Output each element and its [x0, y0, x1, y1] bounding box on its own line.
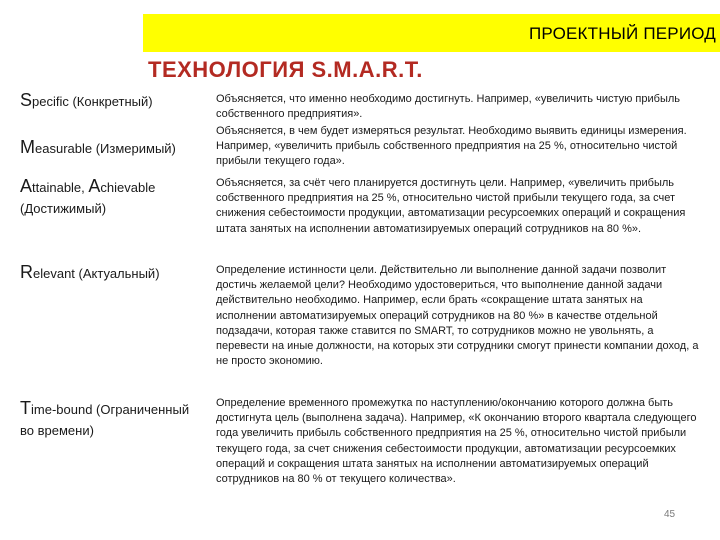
term-rest-2: chievable [100, 180, 156, 195]
term-attainable [20, 177, 155, 218]
banner-title: ПРОЕКТНЫЙ ПЕРИОД [529, 24, 716, 43]
term-specific [20, 91, 153, 111]
term-letter: T [20, 398, 31, 418]
term-measurable [20, 138, 176, 158]
page-title: ТЕХНОЛОГИЯ S.M.A.R.T. [148, 57, 423, 82]
term-letter-2: A [88, 176, 101, 196]
term-letter: R [20, 262, 33, 282]
term-rest: pecific (Конкретный) [32, 94, 153, 109]
term-rest: ime-bound (Ограниченный [31, 402, 190, 417]
term-time-bound [20, 399, 189, 440]
term-subtitle: во времени) [20, 423, 94, 438]
description-specific: Объясняется, что именно необходимо достигнуть. Например, «увеличить чистую прибыль собственного предприятия». [216, 93, 681, 121]
page-number: 45 [664, 509, 676, 520]
term-letter: S [20, 90, 33, 110]
description-relevant: Определение истинности цели. Действительно ли выполнение данной задачи позволит достичь желаемой цели? Необходимо удостовериться, что выполнение данной задачи действительно необходимо. Например, если брать «сокращение штата занятых на исполнении автоматизируемых операций сотрудников на 80 %» в качестве отдельной подзадачи, которая также ставится по SMART, то сотрудников можно не увольнять, а перевести на иные должности, на которых эти сотрудники смогут принести компании доход, а не просто экономию. [216, 264, 699, 368]
term-rest: easurable (Измеримый) [35, 141, 176, 156]
description-measurable: Объясняется, в чем будет измеряться результат. Необходимо выявить единицы измерения. Например, «увеличить прибыль собственного предприятия на 25 %, относительно чистой прибыли текущего года». [216, 125, 687, 168]
term-relevant [20, 263, 160, 283]
description-time-bound: Определение временного промежутка по наступлению/окончанию которого должна быть достигнута цель (выполнена задача). Например, «К окончанию второго квартала следующего года увеличить прибыль собственного предприятия на 25 %, относительно чистой прибыли текущего года, за счет снижения себестоимости продукции, автоматизации ресурсоемких операций и сокращения штата занятых на исполнении автоматизируемых операций сотрудников на 80 % от текущего количества». [216, 397, 697, 486]
term-rest: ttainable, [32, 180, 89, 195]
description-attainable: Объясняется, за счёт чего планируется достигнуть цели. Например, «увеличить прибыль собственного предприятия на 25 %, относительно чистой прибыли текущего года, за счет снижения себестоимости продукции, автоматизации ресурсоемких операций и сокращения штата занятых на исполнении автоматизируемых операций сотрудников на 80 %». [216, 177, 686, 235]
term-subtitle: (Достижимый) [20, 201, 107, 216]
term-letter: M [20, 137, 35, 157]
header-banner [143, 14, 720, 52]
term-letter: A [20, 176, 33, 196]
term-rest: elevant (Актуальный) [33, 266, 160, 281]
